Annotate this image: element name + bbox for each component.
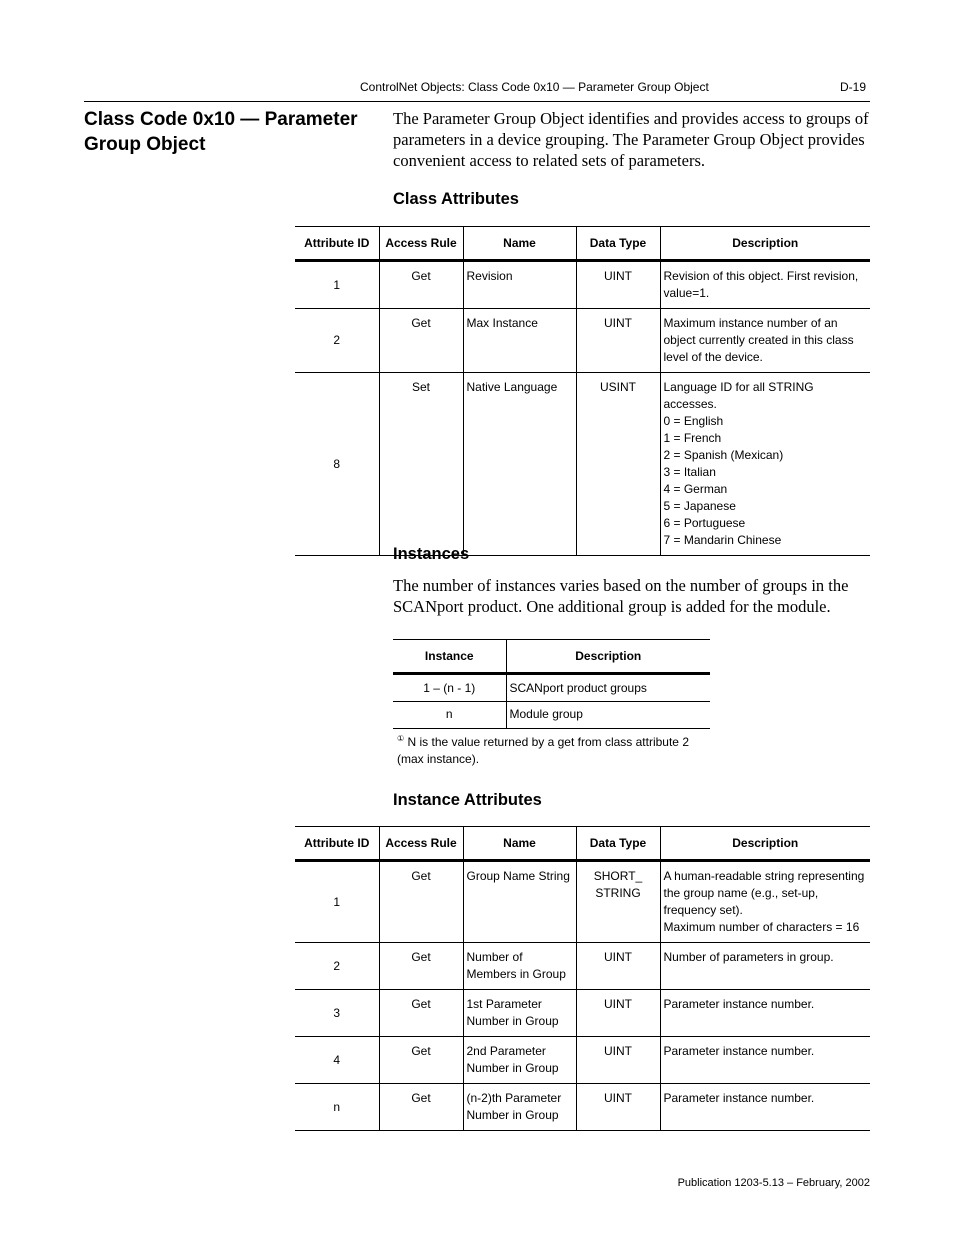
description: Revision of this object. First revision, value=1.: [660, 261, 870, 309]
table-row: [295, 1084, 870, 1131]
data-type: SHORT_ STRING: [576, 861, 660, 943]
table-row: [393, 702, 710, 729]
attribute-name: 1st Parameter Number in Group: [463, 990, 576, 1037]
col-header: Description: [660, 827, 870, 861]
footnote-text: N is the value returned by a get from class attribute 2 (max instance).: [397, 735, 689, 766]
running-title: ControlNet Objects: Class Code 0x10 — Parameter Group Object: [360, 80, 709, 94]
col-header: Name: [463, 227, 576, 261]
description: Parameter instance number.: [660, 990, 870, 1037]
instance-range: n: [393, 702, 506, 729]
col-header: Description: [660, 227, 870, 261]
data-type: UINT: [576, 1037, 660, 1084]
description: Language ID for all STRING accesses. 0 = English 1 = French 2 = Spanish (Mexican) 3 = Italian 4 = German 5 = Japanese 6 = Portuguese 7 = Mandarin Chinese: [660, 373, 870, 556]
instances-paragraph: The number of instances varies based on the number of groups in the SCANport product. One additional group is added for the module.: [393, 576, 849, 616]
col-header: Attribute ID: [295, 227, 379, 261]
footnote-marker: ①: [397, 734, 405, 743]
table-row: [295, 943, 870, 990]
table-row: [295, 309, 870, 373]
data-type: UINT: [576, 261, 660, 309]
instance-attributes-table: [295, 826, 870, 1131]
access-rule: Get: [379, 1037, 463, 1084]
attribute-name: Native Language: [463, 373, 576, 556]
col-header: Description: [506, 640, 710, 674]
description: Parameter instance number.: [660, 1084, 870, 1131]
access-rule: Get: [379, 861, 463, 943]
table-row: [295, 373, 870, 556]
table-header-row: [393, 640, 710, 674]
description: Module group: [506, 702, 710, 729]
description: Maximum instance number of an object currently created in this class level of the device.: [660, 309, 870, 373]
description: SCANport product groups: [506, 674, 710, 702]
col-header: Access Rule: [379, 827, 463, 861]
access-rule: Set: [379, 373, 463, 556]
description: Number of parameters in group.: [660, 943, 870, 990]
table-row: [393, 674, 710, 702]
description: Parameter instance number.: [660, 1037, 870, 1084]
access-rule: Get: [379, 990, 463, 1037]
attribute-id: 4: [295, 1037, 379, 1084]
table-row: [295, 261, 870, 309]
intro-paragraph: The Parameter Group Object identifies and provides access to groups of parameters in a device grouping. The Parameter Group Object provides convenient access to related sets of parameters.: [393, 109, 869, 170]
access-rule: Get: [379, 1084, 463, 1131]
attribute-id: 2: [295, 943, 379, 990]
access-rule: Get: [379, 261, 463, 309]
class-attributes-heading: Class Attributes: [393, 190, 519, 208]
footnote: [397, 730, 717, 768]
attribute-id: 1: [295, 861, 379, 943]
attribute-id: 2: [295, 309, 379, 373]
instance-attributes-heading: Instance Attributes: [393, 791, 542, 809]
data-type: UINT: [576, 990, 660, 1037]
col-header: Name: [463, 827, 576, 861]
access-rule: Get: [379, 943, 463, 990]
data-type: UINT: [576, 1084, 660, 1131]
attribute-id: 8: [295, 373, 379, 556]
header-rule: [84, 101, 870, 102]
access-rule: Get: [379, 309, 463, 373]
attribute-name: Group Name String: [463, 861, 576, 943]
running-header: [360, 80, 866, 94]
attribute-name: Max Instance: [463, 309, 576, 373]
publication-footer: Publication 1203-5.13 – February, 2002: [677, 1177, 870, 1189]
table-row: [295, 861, 870, 943]
col-header: Data Type: [576, 227, 660, 261]
table-row: [295, 990, 870, 1037]
attribute-name: Number of Members in Group: [463, 943, 576, 990]
class-attributes-table: [295, 226, 870, 556]
table-header-row: [295, 227, 870, 261]
col-header: Attribute ID: [295, 827, 379, 861]
instances-table: [393, 639, 710, 729]
col-header: Data Type: [576, 827, 660, 861]
attribute-name: Revision: [463, 261, 576, 309]
table-row: [295, 1037, 870, 1084]
description: A human-readable string representing the group name (e.g., set-up, frequency set). Maximum number of characters = 16: [660, 861, 870, 943]
data-type: UINT: [576, 309, 660, 373]
attribute-id: 1: [295, 261, 379, 309]
instances-heading: Instances: [393, 545, 470, 563]
section-title: Class Code 0x10 — Parameter Group Object: [84, 109, 358, 155]
page-number: D-19: [839, 80, 866, 94]
data-type: UINT: [576, 943, 660, 990]
table-header-row: [295, 827, 870, 861]
attribute-name: (n-2)th Parameter Number in Group: [463, 1084, 576, 1131]
col-header: Access Rule: [379, 227, 463, 261]
attribute-id: n: [295, 1084, 379, 1131]
attribute-name: 2nd Parameter Number in Group: [463, 1037, 576, 1084]
instance-range: 1 – (n - 1): [393, 674, 506, 702]
col-header: Instance: [393, 640, 506, 674]
data-type: USINT: [576, 373, 660, 556]
attribute-id: 3: [295, 990, 379, 1037]
